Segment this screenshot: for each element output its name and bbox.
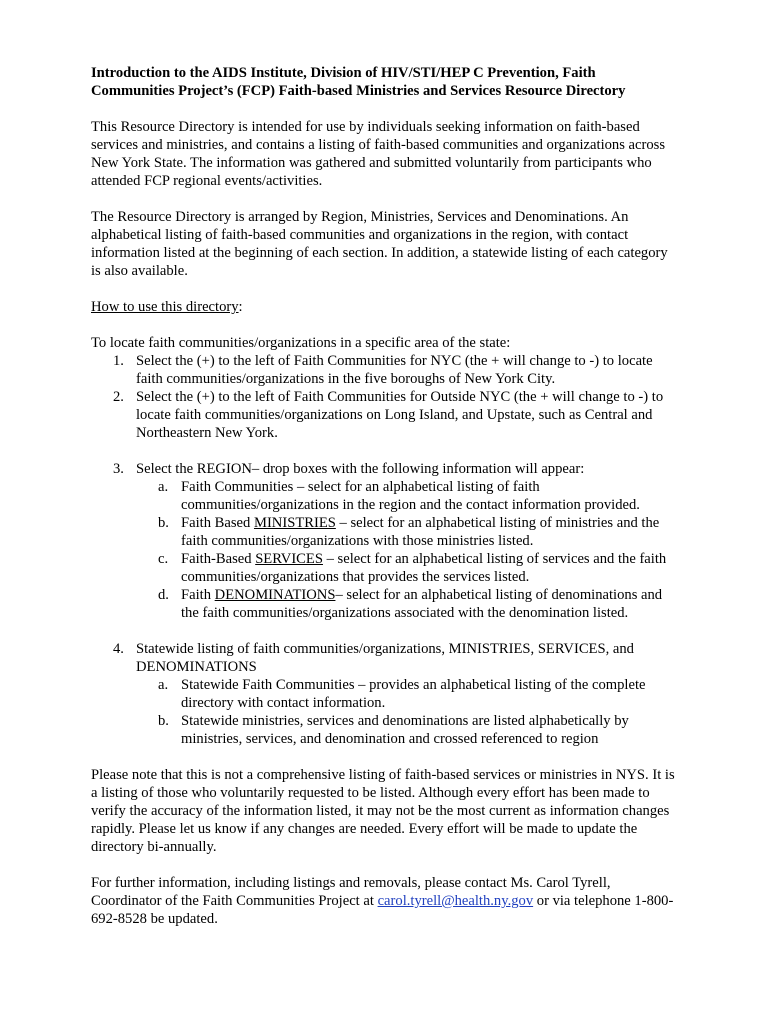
sub-text-post: – select for an alphabetical listing of services and the faith communities/organizations that provides the services listed. (181, 551, 667, 585)
how-to-heading-colon: : (238, 299, 243, 315)
disclaimer-paragraph: Please note that this is not a comprehensive listing of faith-based services or ministries in NYS. It is a listing of those who voluntarily requested to be listed. Although every effort has been made to verify the accuracy of the information listed, it may not be the most current as information changes rapidly. Please let us know if any changes are needed. Every effort will be made to update the directory bi-annually. (91, 767, 675, 855)
sub-text-pre: Faith (181, 587, 215, 603)
spacer (91, 748, 768, 766)
step-item (91, 388, 681, 442)
sub-keyword: SERVICES (255, 551, 323, 567)
sub-letter: a. (158, 479, 169, 495)
sub-keyword: DENOMINATIONS (214, 587, 336, 603)
step-number: 1. (113, 353, 124, 369)
sub-letter: c. (158, 551, 169, 567)
contact-email-link[interactable]: carol.tyrell@health.ny.gov (377, 893, 534, 909)
step-item (91, 640, 681, 676)
step-text: Select the REGION– drop boxes with the following information will appear: (136, 461, 585, 477)
steps-list-statewide (91, 640, 768, 676)
steps-list-continued (91, 460, 768, 478)
step-item (91, 352, 681, 388)
sub-letter: b. (158, 515, 169, 531)
sub-text-post: – select for an alphabetical listing of ministries and the faith communities/organizations with those ministries listed. (181, 515, 660, 549)
step-text: Select the (+) to the left of Faith Communities for NYC (the + will change to -) to locate faith communities/organizations in the five boroughs of New York City. (136, 353, 653, 387)
contact-text-post: or via telephone 1-800-692-8528 be updated. (91, 893, 674, 927)
sub-letter: b. (158, 713, 169, 729)
contact-paragraph (91, 874, 681, 928)
document-title (91, 64, 671, 100)
sub-text-pre: Faith Based (181, 515, 254, 531)
sub-item (136, 586, 676, 622)
sub-item (136, 550, 676, 586)
step-number: 3. (113, 461, 124, 477)
step-text: Statewide listing of faith communities/organizations, MINISTRIES, SERVICES, and DENOMINATIONS (136, 641, 634, 675)
sub-text-pre: Faith-Based (181, 551, 256, 567)
step-item (91, 460, 681, 478)
title-line-1: Introduction to the AIDS Institute, Division of HIV/STI/HEP C Prevention, Faith (91, 65, 596, 81)
intro-paragraph-2: The Resource Directory is arranged by Region, Ministries, Services and Denominations. An alphabetical listing of faith-based communities and organizations in the region, with contact information listed at the beginning of each section. In addition, a statewide listing of each category is also available. (91, 209, 668, 279)
step-text: Select the (+) to the left of Faith Communities for Outside NYC (the + will change to -) to locate faith communities/organizations on Long Island, and Upstate, such as Central and Northeastern New York. (136, 389, 664, 441)
sub-letter: a. (158, 677, 169, 693)
sub-item (136, 712, 676, 748)
sub-item (136, 478, 676, 514)
how-to-heading-text: How to use this directory (91, 299, 239, 315)
locate-intro: To locate faith communities/organizations in a specific area of the state: (91, 335, 511, 351)
contact-text-pre: For further information, including listings and removals, please contact Ms. Carol Tyrell, Coordinator of the Faith Communities Project at (91, 875, 611, 909)
sub-letter: d. (158, 587, 169, 603)
spacer (91, 622, 768, 640)
region-sub-list (136, 478, 768, 622)
sub-item (136, 676, 676, 712)
step-number: 2. (113, 389, 124, 405)
sub-text: Statewide ministries, services and denominations are listed alphabetically by ministries, services, and denomination and crossed referenced to region (181, 713, 629, 747)
how-to-heading (91, 298, 768, 316)
title-line-2: Communities Project’s (FCP) Faith-based Ministries and Services Resource Directory (91, 83, 626, 99)
steps-list (91, 352, 768, 442)
sub-text: Statewide Faith Communities – provides an alphabetical listing of the complete directory with contact information. (181, 677, 646, 711)
statewide-sub-list (136, 676, 768, 748)
sub-text: Faith Communities – select for an alphabetical listing of faith communities/organizations in the region and the contact information provided. (181, 479, 640, 513)
sub-keyword: MINISTRIES (253, 515, 336, 531)
sub-text-post: – select for an alphabetical listing of denominations and the faith communities/organizations associated with the denomination listed. (181, 587, 663, 621)
intro-paragraph-1: This Resource Directory is intended for use by individuals seeking information on faith-based services and ministries, and contains a listing of faith-based communities and organizations across New York State. The information was gathered and submitted voluntarily from participants who attended FCP regional events/activities. (91, 119, 666, 189)
spacer (91, 442, 768, 460)
step-number: 4. (113, 641, 124, 657)
sub-item (136, 514, 676, 550)
